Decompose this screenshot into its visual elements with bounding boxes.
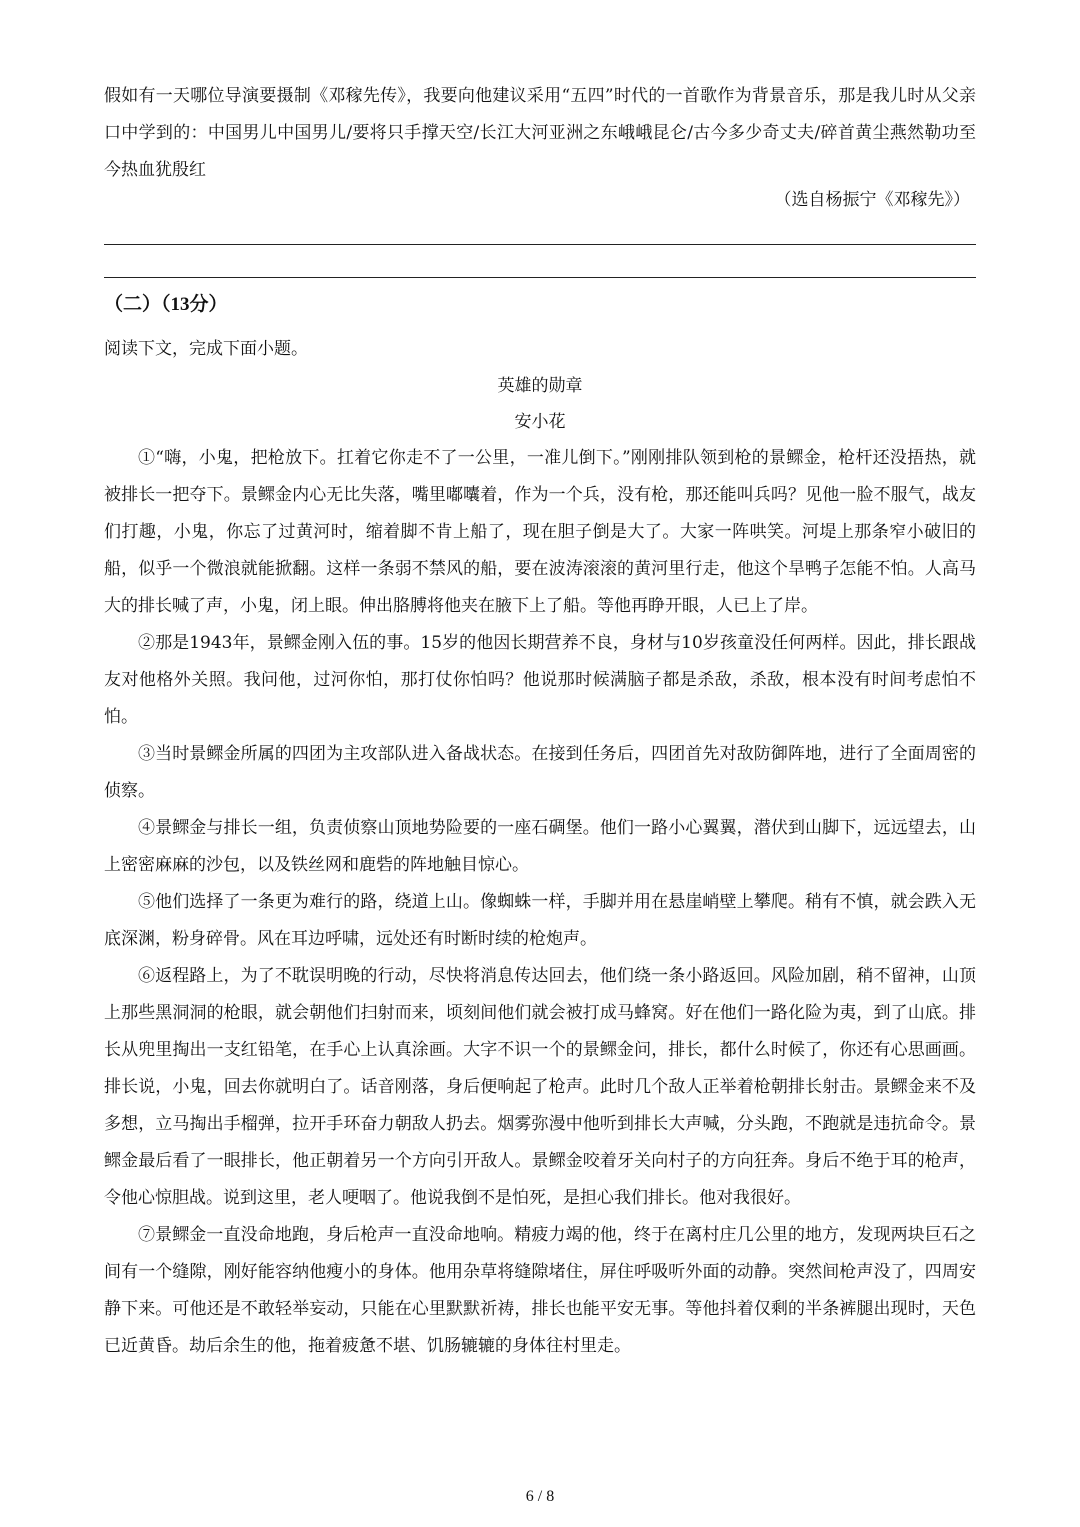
answer-line-1 <box>104 244 976 245</box>
paragraph-1: ①“嗨，小鬼，把枪放下。扛着它你走不了一公里，一准儿倒下。”刚刚排队领到枪的景鳏金，枪杆还没捂热，就被排长一把夺下。景鳏金内心无比失落，嘴里嘟囔着，作为一个兵，没有枪，那还能叫兵吗？见他一脸不服气，战友们打趣，小鬼，你忘了过黄河时，缩着脚不肯上船了，现在胆子倒是大了。大家一阵哄笑。河堤上那条窄小破旧的船，似乎一个微浪就能掀翻。这样一条弱不禁风的船，要在波涛滚滚的黄河里行走，他这个旱鸭子怎能不怕。人高马大的排长喊了声，小鬼，闭上眼。伸出胳膊将他夹在腋下上了船。等他再睁开眼，人已上了岸。 <box>104 448 976 616</box>
article-title: 英雄的勋章 <box>497 376 583 396</box>
paragraph-7: ⑦景鳏金一直没命地跑，身后枪声一直没命地响。精疲力竭的他，终于在离村庄几公里的地方，发现两块巨石之间有一个缝隙，刚好能容纳他瘦小的身体。他用杂草将缝隙堵住，屏住呼吸听外面的动静。突然间枪声没了，四周安静下来。可他还是不敢轻举妄动，只能在心里默默祈祷，排长也能平安无事。等他抖着仅剩的半条裤腿出现时，天色已近黄昏。劫后余生的他，拖着疲惫不堪、饥肠辘辘的身体往村里走。 <box>104 1225 976 1356</box>
paragraph-6: ⑥返程路上，为了不耽误明晚的行动，尽快将消息传达回去，他们绕一条小路返回。风险加剧，稍不留神，山顶上那些黑洞洞的枪眼，就会朝他们扫射而来，顷刻间他们就会被打成马蜂窝。好在他们一路化险为夷，到了山底。排长从兜里掏出一支红铅笔，在手心上认真涂画。大字不识一个的景鳏金问，排长，都什么时候了，你还有心思画画。排长说，小鬼，回去你就明白了。话音刚落，身后便响起了枪声。此时几个敌人正举着枪朝排长射击。景鳏金来不及多想，立马掏出手榴弹，拉开手环奋力朝敌人扔去。烟雾弥漫中他听到排长大声喊，分头跑，不跑就是违抗命令。景鳏金最后看了一眼排长，他正朝着另一个方向引开敌人。景鳏金咬着牙关向村子的方向狂奔。身后不绝于耳的枪声，令他心惊胆战。说到这里，老人哽咽了。他说我倒不是怕死，是担心我们排长。他对我很好。 <box>104 966 976 1208</box>
answer-line-2 <box>104 277 976 278</box>
top-paragraph: 假如有一天哪位导演要摄制《邓稼先传》，我要向他建议采用“五四”时代的一首歌作为背景音乐，那是我儿时从父亲口中学到的：中国男儿中国男儿/要将只手撑天空/长江大河亚洲之东峨峨昆仑/古今多少奇丈夫/碎首黄尘燕然勒功至今热血犹殷红 <box>104 86 976 180</box>
paragraph-4: ④景鳏金与排长一组，负责侦察山顶地势险要的一座石碉堡。他们一路小心翼翼，潜伏到山脚下，远远望去，山上密密麻麻的沙包，以及铁丝网和鹿砦的阵地触目惊心。 <box>104 818 976 875</box>
article-author: 安小花 <box>514 412 566 432</box>
section-header: （二）（13分） <box>104 294 228 315</box>
paragraph-3: ③当时景鳏金所属的四团为主攻部队进入备战状态。在接到任务后，四团首先对敌防御阵地，进行了全面周密的侦察。 <box>104 744 976 801</box>
instruction: 阅读下文，完成下面小题。 <box>104 339 308 359</box>
top-paragraph-block <box>104 78 976 189</box>
paragraph-5: ⑤他们选择了一条更为难行的路，绕道上山。像蜘蛛一样，手脚并用在悬崖峭壁上攀爬。稍有不慎，就会跌入无底深渊，粉身碎骨。风在耳边呼啸，远处还有时断时续的枪炮声。 <box>104 892 976 949</box>
article-body <box>104 440 976 1365</box>
paragraph-2: ②那是1943年，景鳏金刚入伍的事。15岁的他因长期营养不良，身材与10岁孩童没任何两样。因此，排长跟战友对他格外关照。我问他，过河你怕，那打仗你怕吗？他说那时候满脑子都是杀敌，杀敌，根本没有时间考虑怕不怕。 <box>104 633 976 727</box>
source-note: （选自杨振宁《邓稼先》） <box>774 190 970 210</box>
page-number: 6 / 8 <box>525 1488 555 1505</box>
